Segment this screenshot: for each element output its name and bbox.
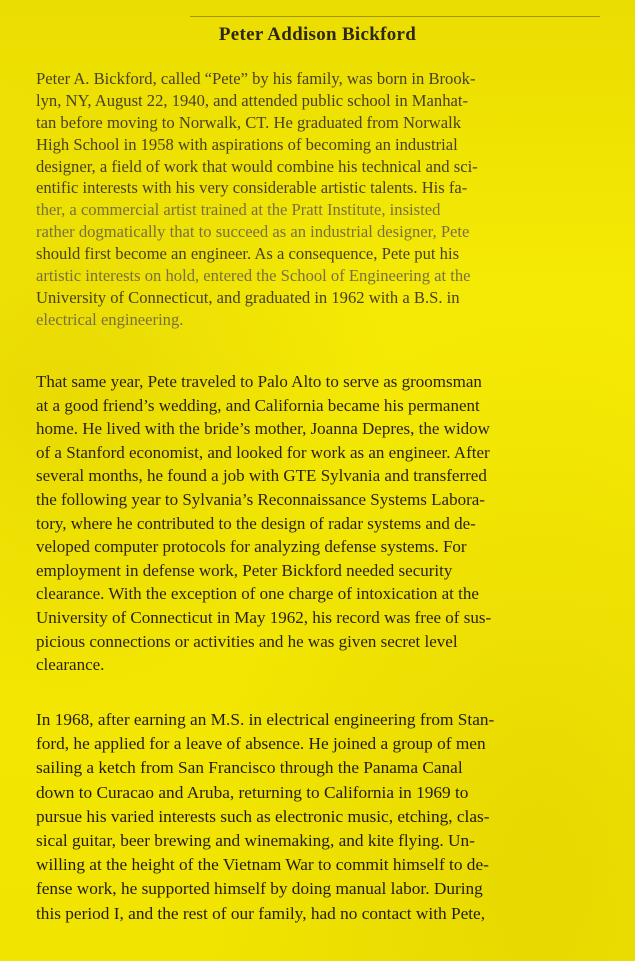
text-line: That same year, Pete traveled to Palo Alto to serve as groomsman	[36, 372, 482, 391]
text-line: several months, he found a job with GTE Sylvania and transferred	[36, 466, 487, 486]
text-line: the following year to Sylvania’s Reconnaissance Systems Labora-	[36, 489, 485, 509]
text-line: employment in defense work, Peter Bickford needed security	[36, 560, 453, 580]
text-line: willing at the height of the Vietnam War to commit himself to de-	[36, 855, 489, 875]
text-line: lyn, NY, August 22, 1940, and attended public school in Manhat-	[36, 90, 469, 110]
text-line: ther, a commercial artist trained at the Pratt Institute, insisted	[36, 200, 441, 220]
paragraph-3	[36, 708, 586, 926]
text-line: High School in 1958 with aspirations of becoming an industrial	[36, 134, 458, 154]
text-line: sailing a ketch from San Francisco through the Panama Canal	[36, 758, 463, 778]
text-line: tan before moving to Norwalk, CT. He graduated from Norwalk	[36, 112, 462, 132]
text-line: University of Connecticut in May 1962, his record was free of sus-	[36, 607, 492, 627]
paragraph-1	[36, 68, 586, 331]
text-line: of a Stanford economist, and looked for work as an engineer. After	[36, 442, 490, 462]
text-line: clearance. With the exception of one charge of intoxication at the	[36, 584, 479, 604]
text-line: ford, he applied for a leave of absence. He joined a group of men	[36, 734, 486, 754]
text-line: sical guitar, beer brewing and winemaking, and kite flying. Un-	[36, 830, 475, 850]
text-line: clearance.	[36, 655, 105, 675]
text-line: entific interests with his very considerable artistic talents. His fa-	[36, 178, 468, 198]
text-line: picious connections or activities and he was given secret level	[36, 631, 458, 651]
text-line: rather dogmatically that to succeed as an industrial designer, Pete	[36, 222, 470, 242]
top-rule	[190, 16, 600, 17]
text-line: electrical engineering.	[36, 309, 184, 329]
text-line: pursue his varied interests such as electronic music, etching, clas-	[36, 806, 490, 826]
text-line: designer, a field of work that would combine his technical and sci-	[36, 156, 478, 176]
text-line: home. He lived with the bride’s mother, Joanna Depres, the widow	[36, 419, 490, 439]
page-title: Peter Addison Bickford	[218, 24, 417, 45]
paragraph-2	[36, 370, 586, 677]
text-line: fense work, he supported himself by doing manual labor. During	[36, 879, 483, 899]
text-line: at a good friend’s wedding, and California became his permanent	[36, 395, 480, 415]
text-line: In 1968, after earning an M.S. in electrical engineering from Stan-	[36, 710, 495, 729]
text-line: veloped computer protocols for analyzing defense systems. For	[36, 537, 467, 557]
text-line: artistic interests on hold, entered the School of Engineering at the	[36, 266, 471, 286]
text-line: down to Curacao and Aruba, returning to California in 1969 to	[36, 782, 469, 802]
text-line: Peter A. Bickford, called “Pete” by his family, was born in Brook-	[36, 69, 476, 88]
text-line: this period I, and the rest of our family, had no contact with Pete,	[36, 903, 486, 923]
text-line: tory, where he contributed to the design of radar systems and de-	[36, 513, 476, 533]
text-line: should first become an engineer. As a consequence, Pete put his	[36, 244, 460, 264]
text-line: University of Connecticut, and graduated in 1962 with a B.S. in	[36, 287, 460, 307]
